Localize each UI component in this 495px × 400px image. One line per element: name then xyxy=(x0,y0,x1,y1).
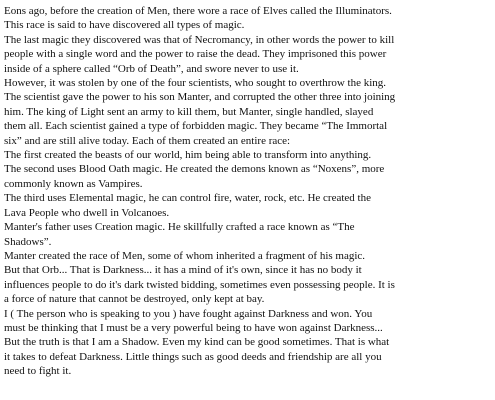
text-line: The last magic they discovered was that of Necromancy, in other words the power to kill xyxy=(4,33,395,46)
text-line: The third uses Elemental magic, he can control fire, water, rock, etc. He created the xyxy=(4,192,371,205)
text-line: Manter's father uses Creation magic. He skillfully crafted a race known as “The xyxy=(4,221,355,234)
text-line: Shadows”. xyxy=(4,235,52,248)
text-line: The first created the beasts of our world, him being able to transform into anything. xyxy=(4,149,372,162)
text-line: This race is said to have discovered all types of magic. xyxy=(4,19,245,32)
text-line: them all. Each scientist gained a type of forbidden magic. They became “The Immortal xyxy=(4,120,388,133)
text-line: But that Orb... That is Darkness... it has a mind of it's own, since it has no body it xyxy=(4,264,362,277)
text-line: a force of nature that cannot be destroyed, only kept at bay. xyxy=(4,293,265,306)
text-line: I ( The person who is speaking to you ) have fought against Darkness and won. You xyxy=(4,307,373,320)
text-line: him. The king of Light sent an army to kill them, but Manter, single handled, slayed xyxy=(4,105,374,118)
text-line: However, it was stolen by one of the four scientists, who sought to overthrow the king. xyxy=(4,77,387,90)
text-line: Manter created the race of Men, some of whom inherited a fragment of his magic. xyxy=(4,249,366,262)
text-line: The scientist gave the power to his son Manter, and corrupted the other three into joining xyxy=(4,91,396,104)
text-line: inside of a sphere called “Orb of Death”, and swore never to use it. xyxy=(4,62,299,75)
text-line: people with a single word and the power to raise the dead. They imprisoned this power xyxy=(4,48,387,61)
text-line: Lava People who dwell in Volcanoes. xyxy=(4,206,170,219)
text-line: need to fight it. xyxy=(4,365,72,378)
text-line: Eons ago, before the creation of Men, there wore a race of Elves called the Illuminators. xyxy=(4,5,392,17)
text-line: six” and are still alive today. Each of them created an entire race: xyxy=(4,134,291,147)
text-line: The second uses Blood Oath magic. He created the demons known as “Noxens”, more xyxy=(4,163,385,176)
text-line: influences people to do it's dark twisted bidding, sometimes even possessing people. It is xyxy=(4,278,395,291)
text-line: commonly known as Vampires. xyxy=(4,177,143,190)
text-line: it takes to defeat Darkness. Little things such as good deeds and friendship are all you xyxy=(4,350,382,363)
text-line: must be thinking that I must be a very powerful being to have won against Darkness... xyxy=(4,321,383,334)
text-line: But the truth is that I am a Shadow. Even my kind can be good sometimes. That is what xyxy=(4,336,390,349)
